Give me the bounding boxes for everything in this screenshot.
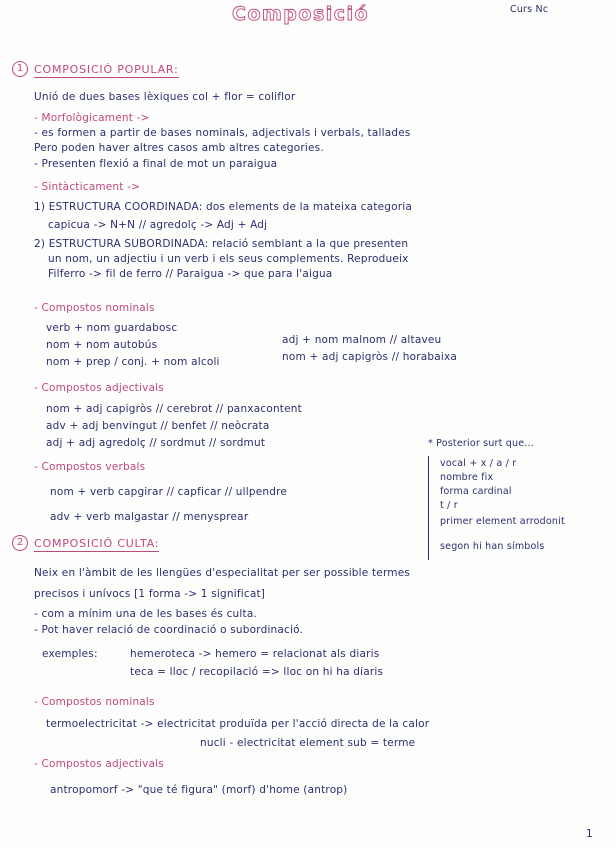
s1-synt-heading: - Sintàcticament -> xyxy=(34,181,141,193)
s2-adjectival-heading: - Compostos adjectivals xyxy=(34,758,164,770)
s2-bullet-1: - com a mínim una de les bases és culta. xyxy=(34,608,258,620)
s2-intro-2: precisos i unívocs [1 forma -> 1 significat] xyxy=(34,588,266,600)
s1-synt-1b: capicua -> N+N // agredolç -> Adj + Adj xyxy=(48,219,268,231)
side-note-item-2: nombre fix xyxy=(440,472,494,483)
s2-examples-label: exemples: xyxy=(42,648,98,660)
s1-nominal-left-2: nom + nom autobús xyxy=(46,339,158,351)
s2-nominal-1: termoelectricitat -> electricitat produïda per l'acció directa de la calor xyxy=(46,718,430,730)
s1-definition: Unió de dues bases lèxiques col + flor = coliflor xyxy=(34,91,296,103)
s1-nominal-left-1: verb + nom guardabosc xyxy=(46,322,178,334)
side-note-item-5: primer element arrodonit xyxy=(440,516,565,527)
s1-adjectival-row-1: nom + adj capigròs // cerebrot // panxacontent xyxy=(46,403,302,415)
s2-example-1: hemeroteca -> hemero = relacionat als diaris xyxy=(130,648,380,660)
corner-note: Curs Nc xyxy=(510,4,549,15)
s1-nominal-left-3: nom + prep / conj. + nom alcoli xyxy=(46,356,220,368)
section-2-heading: COMPOSICIÓ CULTA: xyxy=(34,537,160,550)
page-title: Composició xyxy=(232,3,370,25)
s1-nominal-right-1: adj + nom malnom // altaveu xyxy=(282,334,442,346)
s1-adjectival-heading: - Compostos adjectivals xyxy=(34,382,164,394)
s2-intro-1: Neix en l'àmbit de les llengües d'especialitat per ser possible termes xyxy=(34,567,411,579)
side-note-heading: * Posterior surt que... xyxy=(428,438,534,449)
s1-nominal-right-2: nom + adj capigròs // horabaixa xyxy=(282,351,458,363)
section-1-heading: COMPOSICIÓ POPULAR: xyxy=(34,63,179,76)
s1-synt-2b: un nom, un adjectiu i un verb i els seus complements. Reprodueix xyxy=(48,253,409,265)
s1-synt-2c: Filferro -> fil de ferro // Paraigua -> que para l'aigua xyxy=(48,268,333,280)
side-note-item-3: forma cardinal xyxy=(440,486,512,497)
s2-example-2: teca = lloc / recopilació => lloc on hi ha diaris xyxy=(130,666,384,678)
s1-verbal-row-2: adv + verb malgastar // menysprear xyxy=(50,511,249,523)
s1-synt-2a: 2) ESTRUCTURA SUBORDINADA: relació semblant a la que presenten xyxy=(34,238,409,250)
side-note-item-6: segon hi han símbols xyxy=(440,541,545,552)
side-note-bracket xyxy=(428,456,429,560)
section-2-number: 2 xyxy=(12,535,28,551)
s2-bullet-2: - Pot haver relació de coordinació o subordinació. xyxy=(34,624,304,636)
s1-morph-line-3: - Presenten flexió a final de mot un paraigua xyxy=(34,158,278,170)
page-number: 1 xyxy=(586,828,593,840)
s2-adjectival-1: antropomorf -> "que té figura" (morf) d'home (antrop) xyxy=(50,784,348,796)
s2-nominal-2: nucli - electricitat element sub = terme xyxy=(200,737,416,749)
s1-morph-heading: - Morfològicament -> xyxy=(34,112,150,124)
side-note-item-1: vocal + x / a / r xyxy=(440,458,517,469)
s1-adjectival-row-3: adj + adj agredolç // sordmut // sordmut xyxy=(46,437,266,449)
section-1-number: 1 xyxy=(12,61,28,77)
s2-nominal-heading: - Compostos nominals xyxy=(34,696,155,708)
s1-synt-1a: 1) ESTRUCTURA COORDINADA: dos elements de la mateixa categoria xyxy=(34,201,413,213)
side-note-item-4: t / r xyxy=(440,500,458,511)
s1-verbal-row-1: nom + verb capgirar // capficar // ullpendre xyxy=(50,486,288,498)
s1-adjectival-row-2: adv + adj benvingut // benfet // neòcrata xyxy=(46,420,270,432)
s1-verbal-heading: - Compostos verbals xyxy=(34,461,146,473)
s1-morph-line-2: Pero poden haver altres casos amb altres categories. xyxy=(34,142,324,154)
s1-morph-line-1: - es formen a partir de bases nominals, adjectivals i verbals, tallades xyxy=(34,127,411,139)
s1-nominal-heading: - Compostos nominals xyxy=(34,302,155,314)
